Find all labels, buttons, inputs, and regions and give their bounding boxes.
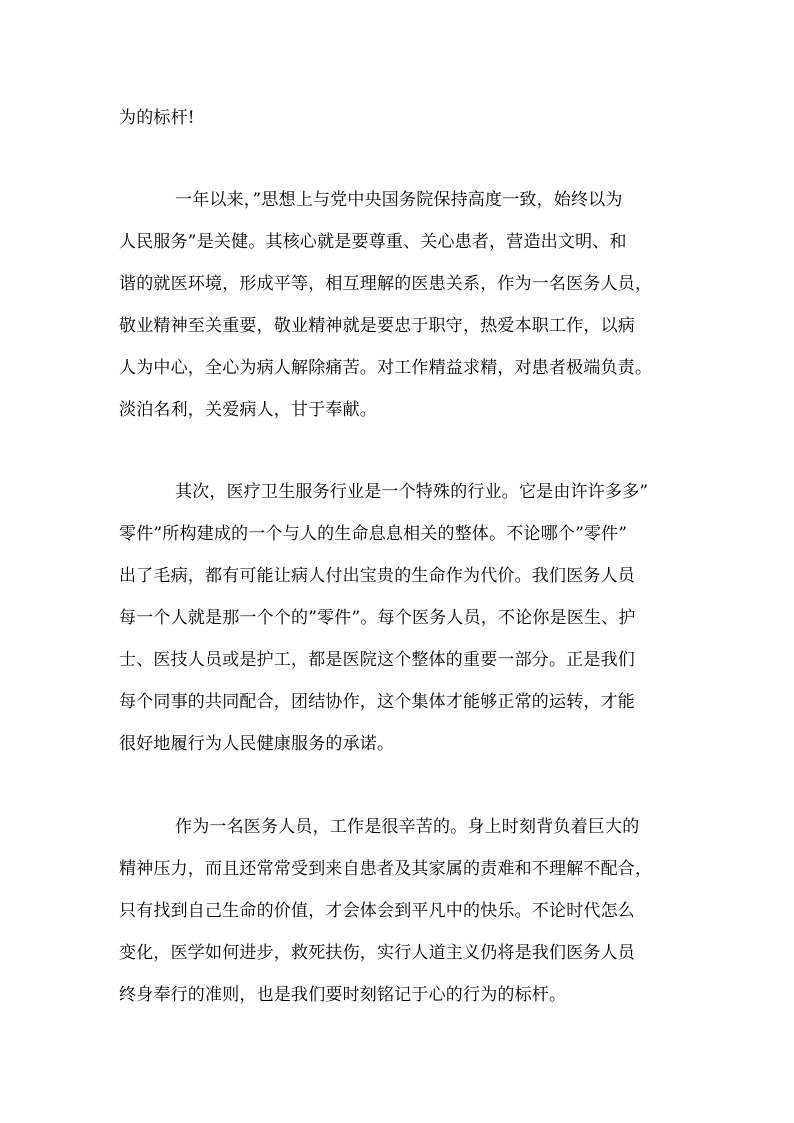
paragraph-line: 只有找到自己生命的价值，才会体会到平凡中的快乐。不论时代怎么 <box>119 901 635 921</box>
paragraph-line: 人民服务”是关健。其核心就是要尊重、关心患者，营造出文明、和 <box>119 232 627 252</box>
paragraph-line: 终身奉行的准则，也是我们要时刻铭记于心的行为的标杆。 <box>119 985 567 1005</box>
paragraph-line: 每一个人就是那一个个的”零件”。每个医务人员，不论你是医生、护 <box>119 608 636 628</box>
paragraph-line: 敬业精神至关重要，敬业精神就是要忠于职守，热爱本职工作，以病 <box>119 316 635 336</box>
paragraph-line: 淡泊名利，关爱病人，甘于奉献。 <box>119 400 377 420</box>
paragraph-line: 变化，医学如何进步，救死扶伤，实行人道主义仍将是我们医务人员 <box>119 943 635 963</box>
paragraph-line: 为的标杆! <box>119 108 195 128</box>
paragraph-line: 零件”所构建成的一个与人的生命息息相关的整体。不论哪个”零件” <box>119 524 628 544</box>
paragraph-line: 一年以来，”思想上与党中央国务院保持高度一致，始终以为 <box>175 190 623 210</box>
paragraph-line: 精神压力，而且还常常受到来自患者及其家属的责难和不理解不配合， <box>119 859 653 879</box>
paragraph-line: 人为中心，全心为病人解除痛苦。对工作精益求精，对患者极端负责。 <box>119 358 653 378</box>
paragraph-line: 每个同事的共同配合，团结协作，这个集体才能够正常的运转，才能 <box>119 692 635 712</box>
paragraph-line: 谐的就医环境，形成平等，相互理解的医患关系，作为一名医务人员， <box>119 274 653 294</box>
paragraph-line: 作为一名医务人员，工作是很辛苦的。身上时刻背负着巨大的 <box>175 817 640 837</box>
paragraph-line: 出了毛病，都有可能让病人付出宝贵的生命作为代价。我们医务人员 <box>119 566 635 586</box>
paragraph-line: 很好地履行为人民健康服务的承诺。 <box>119 734 395 754</box>
paragraph-line: 士、医技人员或是护工，都是医院这个整体的重要一部分。正是我们 <box>119 650 635 670</box>
paragraph-line: 其次，医疗卫生服务行业是一个特殊的行业。它是由许许多多” <box>175 482 649 502</box>
